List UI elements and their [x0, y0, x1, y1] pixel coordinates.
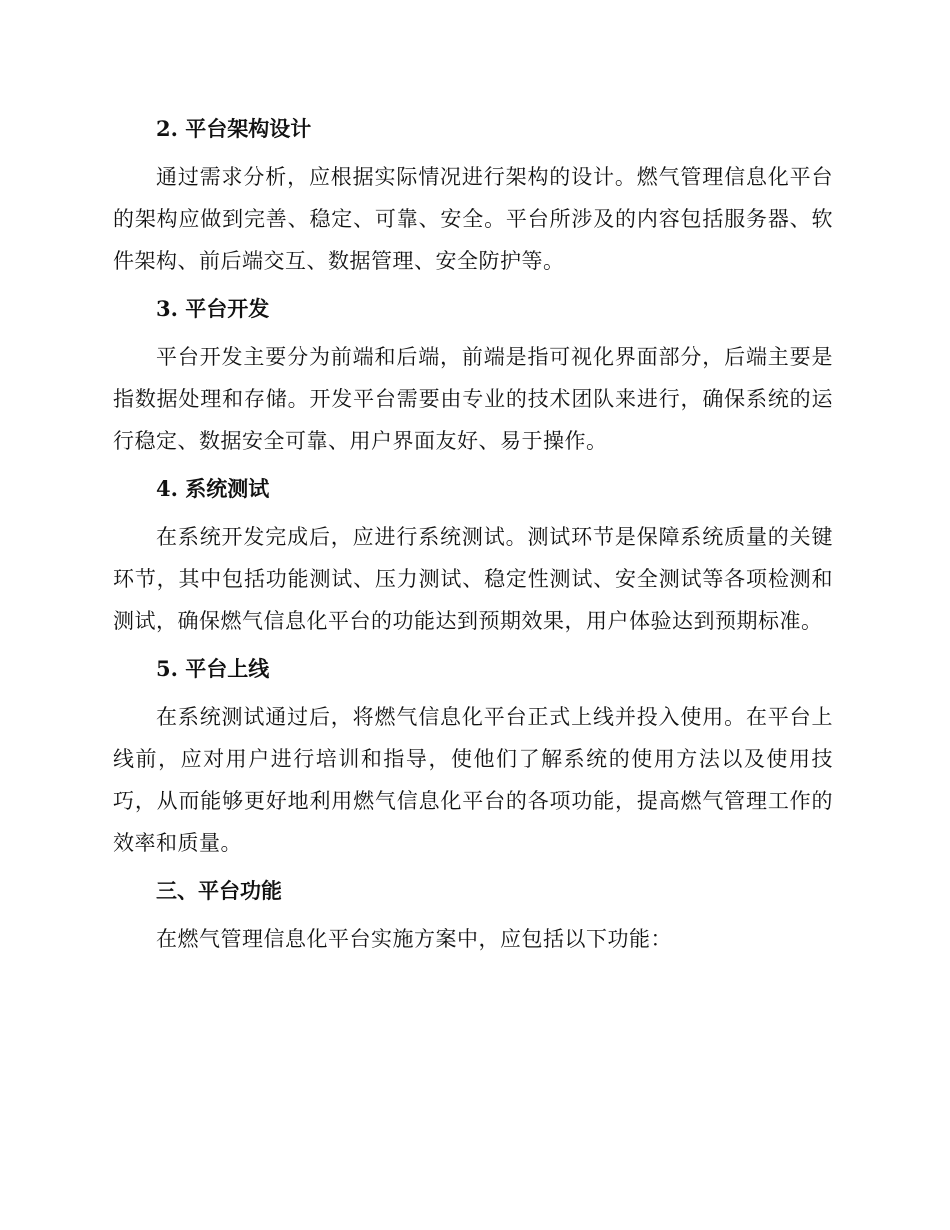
section-body-functions: 在燃气管理信息化平台实施方案中，应包括以下功能： — [156, 927, 672, 951]
section-heading-functions: 三、平台功能 — [156, 878, 282, 903]
section-body-development: 平台开发主要分为前端和后端，前端是指可视化界面部分，后端主要是指数据处理和存储。开发平台需要由专业的技术团队来进行，确保系统的运行稳定、数据安全可靠、用户界面友好、易于操作。 — [113, 345, 833, 453]
section-body-architecture: 通过需求分析，应根据实际情况进行架构的设计。燃气管理信息化平台的架构应做到完善、稳定、可靠、安全。平台所涉及的内容包括服务器、软件架构、前后端交互、数据管理、安全防护等。 — [113, 165, 833, 273]
section-heading-launch: 5. 平台上线 — [156, 656, 270, 681]
section-body-launch: 在系统测试通过后，将燃气信息化平台正式上线并投入使用。在平台上线前，应对用户进行培训和指导，使他们了解系统的使用方法以及使用技巧，从而能够更好地利用燃气信息化平台的各项功能，提高燃气管理工作的效率和质量。 — [113, 705, 833, 855]
section-body-testing: 在系统开发完成后，应进行系统测试。测试环节是保障系统质量的关键环节，其中包括功能测试、压力测试、稳定性测试、安全测试等各项检测和测试，确保燃气信息化平台的功能达到预期效果，用户体验达到预期标准。 — [113, 525, 833, 633]
document-content — [113, 108, 833, 960]
section-heading-architecture: 2. 平台架构设计 — [156, 116, 312, 141]
section-heading-development: 3. 平台开发 — [156, 296, 270, 321]
section-heading-testing: 4. 系统测试 — [156, 476, 270, 501]
